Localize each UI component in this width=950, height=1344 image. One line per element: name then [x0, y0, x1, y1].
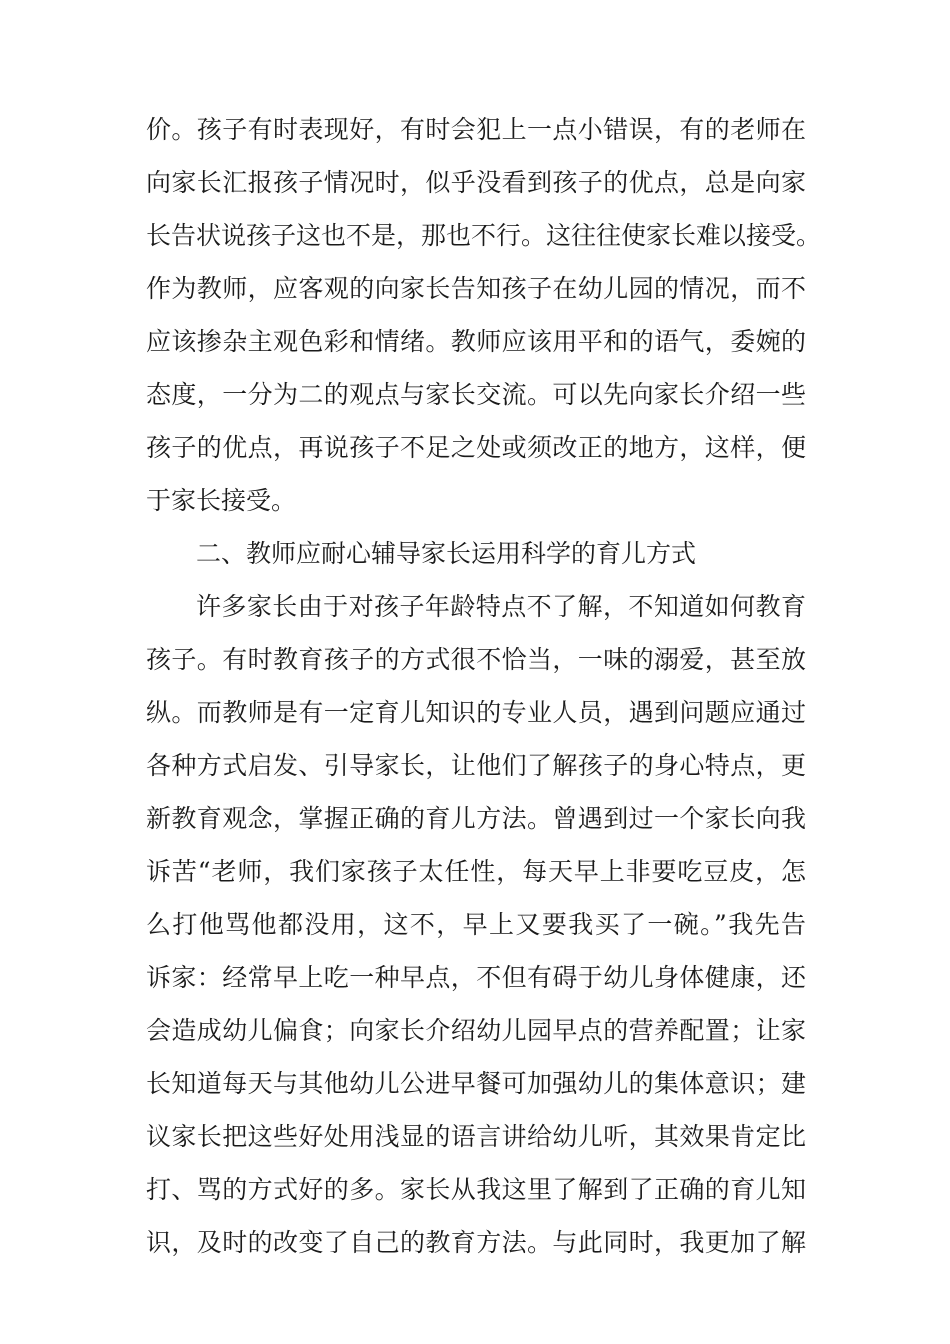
- paragraph-2-line-8: 诉家：经常早上吃一种早点，不但有碍于幼儿身体健康，还: [146, 963, 806, 992]
- paragraph-1-line-8: 于家长接受。: [146, 486, 297, 515]
- paragraph-1-line-7: 孩子的优点，再说孩子不足之处或须改正的地方，这样，便: [146, 433, 806, 462]
- paragraph-2-line-4: 各种方式启发、引导家长，让他们了解孩子的身心特点，更: [146, 751, 806, 780]
- paragraph-2-line-5: 新教育观念，掌握正确的育儿方法。曾遇到过一个家长向我: [146, 804, 806, 833]
- paragraph-2-line-6: 诉苦“老师，我们家孩子太任性，每天早上非要吃豆皮，怎: [146, 857, 806, 886]
- paragraph-2-line-7: 么打他骂他都没用，这不，早上又要我买了一碗。”我先告: [146, 910, 806, 939]
- paragraph-1-line-6: 态度，一分为二的观点与家长交流。可以先向家长介绍一些: [146, 380, 806, 409]
- paragraph-1-line-4: 作为教师，应客观的向家长告知孩子在幼儿园的情况，而不: [146, 274, 806, 303]
- paragraph-1-line-5: 应该掺杂主观色彩和情绪。教师应该用平和的语气，委婉的: [146, 327, 806, 356]
- paragraph-2-line-2: 孩子。有时教育孩子的方式很不恰当，一味的溺爱，甚至放: [146, 645, 806, 674]
- paragraph-2-line-12: 打、骂的方式好的多。家长从我这里了解到了正确的育儿知: [146, 1175, 806, 1204]
- paragraph-2-line-1: 许多家长由于对孩子年龄特点不了解，不知道如何教育: [196, 592, 806, 621]
- paragraph-2-line-9: 会造成幼儿偏食；向家长介绍幼儿园早点的营养配置；让家: [146, 1016, 806, 1045]
- paragraph-2-line-10: 长知道每天与其他幼儿公进早餐可加强幼儿的集体意识；建: [146, 1069, 806, 1098]
- paragraph-1-line-1: 价。孩子有时表现好，有时会犯上一点小错误，有的老师在: [146, 115, 806, 144]
- paragraph-2-line-3: 纵。而教师是有一定育儿知识的专业人员，遇到问题应通过: [146, 698, 806, 727]
- paragraph-1-line-2: 向家长汇报孩子情况时，似乎没看到孩子的优点，总是向家: [146, 168, 806, 197]
- section-heading: 二、教师应耐心辅导家长运用科学的育儿方式: [196, 539, 697, 568]
- paragraph-1-line-3: 长告状说孩子这也不是，那也不行。这往往使家长难以接受。: [146, 221, 822, 250]
- paragraph-2-line-11: 议家长把这些好处用浅显的语言讲给幼儿听，其效果肯定比: [146, 1122, 806, 1151]
- paragraph-2-line-13: 识，及时的改变了自己的教育方法。与此同时，我更加了解: [146, 1228, 806, 1257]
